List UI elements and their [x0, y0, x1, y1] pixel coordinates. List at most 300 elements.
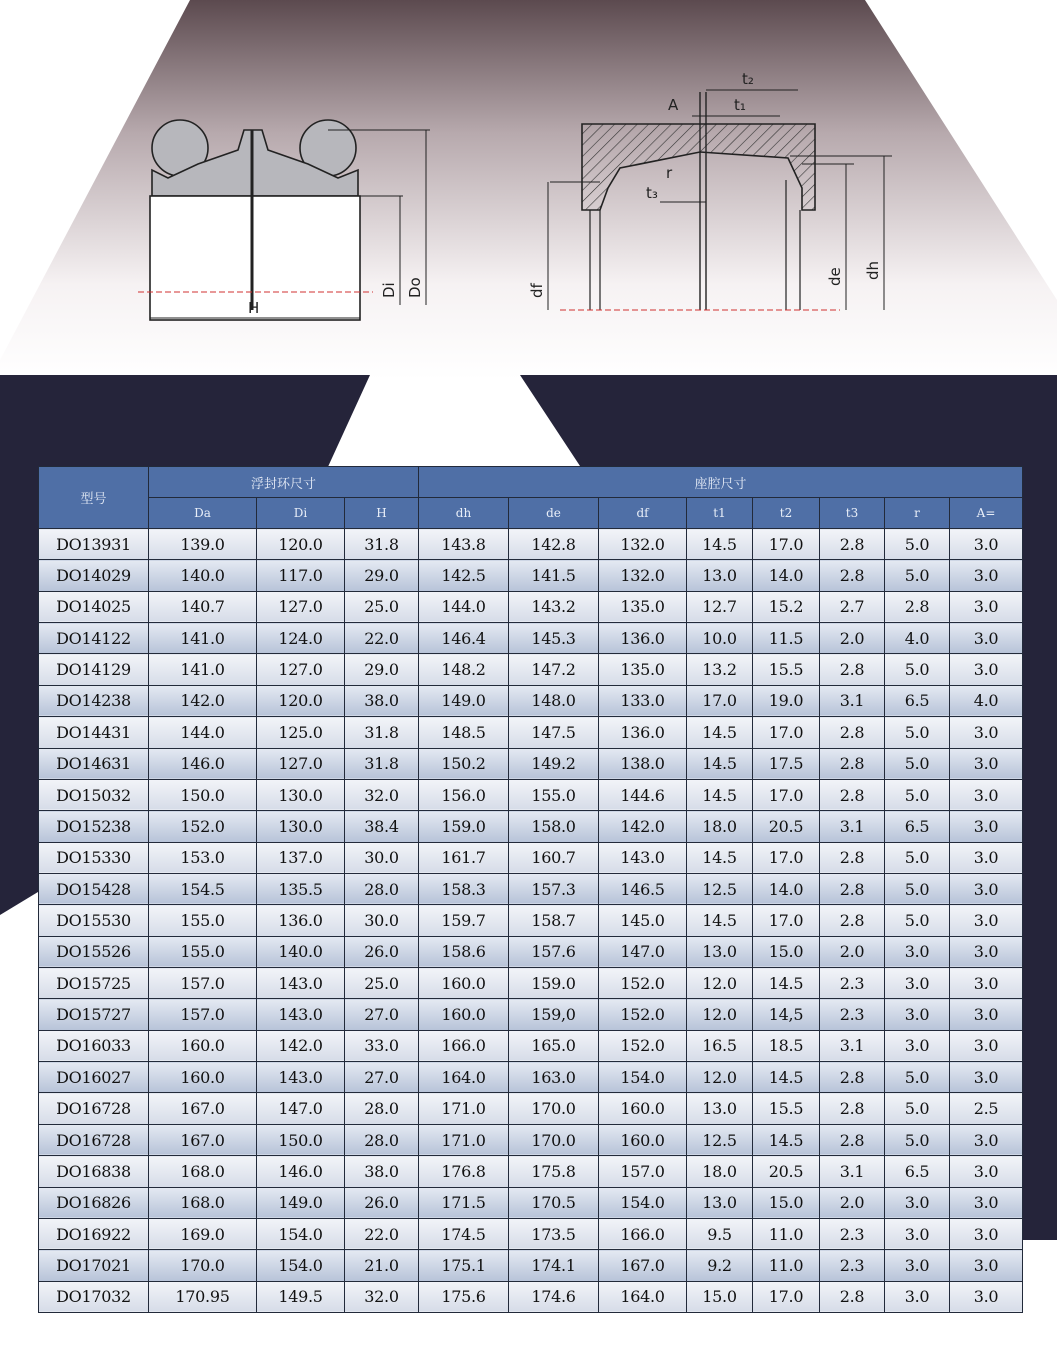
- value-cell: 135.5: [257, 873, 345, 904]
- model-cell: DO17021: [39, 1250, 149, 1281]
- value-cell: 174.1: [509, 1250, 599, 1281]
- model-cell: DO14025: [39, 591, 149, 622]
- value-cell: 175.6: [419, 1281, 509, 1312]
- value-cell: 155.0: [149, 936, 257, 967]
- value-cell: 3.1: [820, 1030, 885, 1061]
- value-cell: 3.1: [820, 1156, 885, 1187]
- table-row: [39, 1187, 1023, 1218]
- value-cell: 10.0: [687, 623, 753, 654]
- value-cell: 142.0: [257, 1030, 345, 1061]
- value-cell: 175.8: [509, 1156, 599, 1187]
- value-cell: 142.5: [419, 560, 509, 591]
- value-cell: 173.5: [509, 1218, 599, 1249]
- value-cell: 2.0: [820, 1187, 885, 1218]
- value-cell: 30.0: [345, 905, 419, 936]
- value-cell: 28.0: [345, 873, 419, 904]
- value-cell: 11.0: [753, 1250, 820, 1281]
- value-cell: 148.5: [419, 717, 509, 748]
- seal-cross-section-drawing: [128, 100, 458, 330]
- value-cell: 3.0: [950, 591, 1023, 622]
- value-cell: 27.0: [345, 1062, 419, 1093]
- value-cell: 157.3: [509, 873, 599, 904]
- value-cell: 14.5: [687, 717, 753, 748]
- table-row: [39, 1281, 1023, 1312]
- value-cell: 160.7: [509, 842, 599, 873]
- value-cell: 3.0: [885, 1218, 950, 1249]
- value-cell: 158.7: [509, 905, 599, 936]
- value-cell: 141.5: [509, 560, 599, 591]
- value-cell: 2.8: [820, 529, 885, 560]
- label-t1: t₁: [734, 96, 746, 114]
- table-row: [39, 1093, 1023, 1124]
- value-cell: 31.8: [345, 529, 419, 560]
- value-cell: 136.0: [599, 623, 687, 654]
- value-cell: 13.2: [687, 654, 753, 685]
- value-cell: 3.0: [950, 654, 1023, 685]
- label-do: Do: [406, 277, 424, 298]
- value-cell: 3.0: [950, 717, 1023, 748]
- label-dh: dh: [864, 260, 882, 280]
- value-cell: 33.0: [345, 1030, 419, 1061]
- value-cell: 148.2: [419, 654, 509, 685]
- value-cell: 6.5: [885, 685, 950, 716]
- model-cell: DO16826: [39, 1187, 149, 1218]
- value-cell: 21.0: [345, 1250, 419, 1281]
- value-cell: 17.0: [753, 905, 820, 936]
- value-cell: 165.0: [509, 1030, 599, 1061]
- value-cell: 127.0: [257, 748, 345, 779]
- value-cell: 11.5: [753, 623, 820, 654]
- table-row: [39, 905, 1023, 936]
- value-cell: 170.0: [509, 1124, 599, 1155]
- value-cell: 137.0: [257, 842, 345, 873]
- value-cell: 152.0: [599, 968, 687, 999]
- value-cell: 130.0: [257, 811, 345, 842]
- column-header: t2: [753, 498, 820, 529]
- value-cell: 154.0: [599, 1062, 687, 1093]
- value-cell: 26.0: [345, 1187, 419, 1218]
- value-cell: 12.0: [687, 1062, 753, 1093]
- value-cell: 152.0: [149, 811, 257, 842]
- model-cell: DO15530: [39, 905, 149, 936]
- value-cell: 2.8: [820, 1124, 885, 1155]
- value-cell: 146.0: [257, 1156, 345, 1187]
- value-cell: 15.0: [753, 936, 820, 967]
- value-cell: 175.1: [419, 1250, 509, 1281]
- value-cell: 9.5: [687, 1218, 753, 1249]
- value-cell: 5.0: [885, 1124, 950, 1155]
- value-cell: 171.0: [419, 1124, 509, 1155]
- model-cell: DO16922: [39, 1218, 149, 1249]
- value-cell: 154.0: [257, 1250, 345, 1281]
- value-cell: 3.0: [950, 968, 1023, 999]
- value-cell: 160.0: [599, 1093, 687, 1124]
- value-cell: 32.0: [345, 1281, 419, 1312]
- value-cell: 2.3: [820, 1250, 885, 1281]
- value-cell: 29.0: [345, 654, 419, 685]
- value-cell: 140.0: [257, 936, 345, 967]
- value-cell: 3.0: [950, 560, 1023, 591]
- value-cell: 14.5: [687, 779, 753, 810]
- groove-dimensions-header: 座腔尺寸: [419, 467, 1023, 498]
- value-cell: 3.0: [950, 811, 1023, 842]
- value-cell: 15.5: [753, 1093, 820, 1124]
- value-cell: 154.0: [257, 1218, 345, 1249]
- value-cell: 14,5: [753, 999, 820, 1030]
- value-cell: 3.0: [950, 1281, 1023, 1312]
- table-row: [39, 779, 1023, 810]
- table-row: [39, 936, 1023, 967]
- value-cell: 5.0: [885, 905, 950, 936]
- value-cell: 136.0: [599, 717, 687, 748]
- model-cell: DO13931: [39, 529, 149, 560]
- value-cell: 31.8: [345, 748, 419, 779]
- value-cell: 2.8: [820, 873, 885, 904]
- groove-cross-section-drawing: [520, 60, 920, 330]
- value-cell: 155.0: [149, 905, 257, 936]
- value-cell: 154.0: [599, 1187, 687, 1218]
- value-cell: 13.0: [687, 936, 753, 967]
- seal-dimensions-header: 浮封环尺寸: [149, 467, 419, 498]
- value-cell: 135.0: [599, 654, 687, 685]
- value-cell: 3.0: [950, 748, 1023, 779]
- column-header: de: [509, 498, 599, 529]
- value-cell: 144.0: [419, 591, 509, 622]
- value-cell: 3.0: [950, 999, 1023, 1030]
- value-cell: 3.0: [885, 1250, 950, 1281]
- value-cell: 5.0: [885, 1062, 950, 1093]
- value-cell: 143.0: [257, 999, 345, 1030]
- value-cell: 14.5: [687, 748, 753, 779]
- value-cell: 142.8: [509, 529, 599, 560]
- value-cell: 3.0: [950, 1250, 1023, 1281]
- value-cell: 2.8: [820, 1062, 885, 1093]
- value-cell: 164.0: [419, 1062, 509, 1093]
- value-cell: 5.0: [885, 529, 950, 560]
- table-row: [39, 717, 1023, 748]
- value-cell: 170.0: [509, 1093, 599, 1124]
- value-cell: 14.5: [687, 842, 753, 873]
- value-cell: 153.0: [149, 842, 257, 873]
- table-row: [39, 623, 1023, 654]
- value-cell: 3.0: [950, 529, 1023, 560]
- value-cell: 28.0: [345, 1093, 419, 1124]
- value-cell: 17.0: [753, 529, 820, 560]
- value-cell: 3.0: [950, 1218, 1023, 1249]
- value-cell: 170.95: [149, 1281, 257, 1312]
- value-cell: 17.0: [753, 779, 820, 810]
- value-cell: 159,0: [509, 999, 599, 1030]
- value-cell: 138.0: [599, 748, 687, 779]
- value-cell: 18.0: [687, 1156, 753, 1187]
- value-cell: 3.1: [820, 685, 885, 716]
- value-cell: 132.0: [599, 560, 687, 591]
- value-cell: 31.8: [345, 717, 419, 748]
- value-cell: 28.0: [345, 1124, 419, 1155]
- value-cell: 2.8: [820, 1281, 885, 1312]
- label-df: df: [528, 283, 546, 298]
- value-cell: 12.5: [687, 873, 753, 904]
- value-cell: 3.0: [950, 779, 1023, 810]
- value-cell: 163.0: [509, 1062, 599, 1093]
- value-cell: 26.0: [345, 936, 419, 967]
- value-cell: 14.5: [753, 1124, 820, 1155]
- value-cell: 32.0: [345, 779, 419, 810]
- value-cell: 3.0: [950, 842, 1023, 873]
- value-cell: 2.8: [820, 717, 885, 748]
- value-cell: 5.0: [885, 873, 950, 904]
- value-cell: 166.0: [419, 1030, 509, 1061]
- value-cell: 2.3: [820, 968, 885, 999]
- value-cell: 2.7: [820, 591, 885, 622]
- label-t3: t₃: [646, 184, 658, 202]
- value-cell: 133.0: [599, 685, 687, 716]
- value-cell: 12.0: [687, 999, 753, 1030]
- value-cell: 130.0: [257, 779, 345, 810]
- value-cell: 9.2: [687, 1250, 753, 1281]
- value-cell: 15.0: [753, 1187, 820, 1218]
- value-cell: 158.3: [419, 873, 509, 904]
- column-header: Di: [257, 498, 345, 529]
- table-row: [39, 1156, 1023, 1187]
- value-cell: 17.0: [753, 717, 820, 748]
- value-cell: 150.2: [419, 748, 509, 779]
- value-cell: 159.0: [509, 968, 599, 999]
- model-cell: DO16033: [39, 1030, 149, 1061]
- model-cell: DO15727: [39, 999, 149, 1030]
- value-cell: 14.0: [753, 560, 820, 591]
- model-cell: DO14122: [39, 623, 149, 654]
- table-row: [39, 1218, 1023, 1249]
- value-cell: 3.0: [950, 1030, 1023, 1061]
- table-row: [39, 999, 1023, 1030]
- model-cell: DO15032: [39, 779, 149, 810]
- value-cell: 3.0: [950, 905, 1023, 936]
- value-cell: 168.0: [149, 1187, 257, 1218]
- value-cell: 2.8: [820, 1093, 885, 1124]
- table-row: [39, 591, 1023, 622]
- model-cell: DO14238: [39, 685, 149, 716]
- value-cell: 2.3: [820, 1218, 885, 1249]
- value-cell: 160.0: [599, 1124, 687, 1155]
- label-de: de: [826, 267, 844, 286]
- value-cell: 3.0: [885, 1281, 950, 1312]
- value-cell: 17.0: [687, 685, 753, 716]
- label-t2: t₂: [742, 70, 754, 88]
- value-cell: 143.0: [257, 1062, 345, 1093]
- value-cell: 156.0: [419, 779, 509, 810]
- value-cell: 143.0: [257, 968, 345, 999]
- value-cell: 158.0: [509, 811, 599, 842]
- value-cell: 15.0: [687, 1281, 753, 1312]
- table-row: [39, 811, 1023, 842]
- value-cell: 169.0: [149, 1218, 257, 1249]
- value-cell: 17.5: [753, 748, 820, 779]
- column-header: H: [345, 498, 419, 529]
- value-cell: 15.2: [753, 591, 820, 622]
- model-cell: DO17032: [39, 1281, 149, 1312]
- value-cell: 3.0: [950, 623, 1023, 654]
- value-cell: 160.0: [419, 968, 509, 999]
- table-row: [39, 1062, 1023, 1093]
- model-header: 型号: [39, 467, 149, 529]
- model-cell: DO16728: [39, 1124, 149, 1155]
- value-cell: 3.1: [820, 811, 885, 842]
- value-cell: 147.0: [257, 1093, 345, 1124]
- dimension-table: [38, 466, 1023, 1313]
- table-row: [39, 842, 1023, 873]
- value-cell: 170.0: [149, 1250, 257, 1281]
- value-cell: 174.6: [509, 1281, 599, 1312]
- value-cell: 164.0: [599, 1281, 687, 1312]
- value-cell: 5.0: [885, 717, 950, 748]
- value-cell: 150.0: [257, 1124, 345, 1155]
- value-cell: 125.0: [257, 717, 345, 748]
- dimension-table-container: [38, 466, 1022, 1313]
- value-cell: 3.0: [950, 936, 1023, 967]
- value-cell: 20.5: [753, 811, 820, 842]
- value-cell: 167.0: [149, 1124, 257, 1155]
- model-cell: DO16838: [39, 1156, 149, 1187]
- value-cell: 139.0: [149, 529, 257, 560]
- value-cell: 4.0: [950, 685, 1023, 716]
- value-cell: 142.0: [599, 811, 687, 842]
- value-cell: 2.0: [820, 936, 885, 967]
- value-cell: 149.2: [509, 748, 599, 779]
- value-cell: 14.5: [687, 529, 753, 560]
- value-cell: 2.3: [820, 999, 885, 1030]
- value-cell: 150.0: [149, 779, 257, 810]
- value-cell: 155.0: [509, 779, 599, 810]
- value-cell: 124.0: [257, 623, 345, 654]
- value-cell: 12.7: [687, 591, 753, 622]
- value-cell: 2.8: [820, 560, 885, 591]
- column-header: df: [599, 498, 687, 529]
- value-cell: 3.0: [950, 1124, 1023, 1155]
- value-cell: 3.0: [950, 1187, 1023, 1218]
- value-cell: 14.5: [753, 1062, 820, 1093]
- value-cell: 141.0: [149, 623, 257, 654]
- label-di: Di: [380, 282, 398, 298]
- value-cell: 159.7: [419, 905, 509, 936]
- table-row: [39, 748, 1023, 779]
- value-cell: 6.5: [885, 811, 950, 842]
- value-cell: 174.5: [419, 1218, 509, 1249]
- value-cell: 147.0: [599, 936, 687, 967]
- value-cell: 3.0: [950, 1062, 1023, 1093]
- value-cell: 5.0: [885, 1093, 950, 1124]
- value-cell: 12.0: [687, 968, 753, 999]
- value-cell: 149.5: [257, 1281, 345, 1312]
- value-cell: 167.0: [149, 1093, 257, 1124]
- value-cell: 38.4: [345, 811, 419, 842]
- value-cell: 176.8: [419, 1156, 509, 1187]
- value-cell: 152.0: [599, 999, 687, 1030]
- value-cell: 146.4: [419, 623, 509, 654]
- value-cell: 143.8: [419, 529, 509, 560]
- value-cell: 132.0: [599, 529, 687, 560]
- table-row: [39, 654, 1023, 685]
- value-cell: 2.8: [820, 905, 885, 936]
- value-cell: 170.5: [509, 1187, 599, 1218]
- value-cell: 146.5: [599, 873, 687, 904]
- value-cell: 117.0: [257, 560, 345, 591]
- value-cell: 14.0: [753, 873, 820, 904]
- value-cell: 29.0: [345, 560, 419, 591]
- value-cell: 2.0: [820, 623, 885, 654]
- value-cell: 2.8: [820, 779, 885, 810]
- value-cell: 22.0: [345, 623, 419, 654]
- table-row: [39, 1030, 1023, 1061]
- value-cell: 168.0: [149, 1156, 257, 1187]
- value-cell: 144.6: [599, 779, 687, 810]
- value-cell: 2.8: [820, 842, 885, 873]
- value-cell: 120.0: [257, 529, 345, 560]
- value-cell: 160.0: [419, 999, 509, 1030]
- value-cell: 30.0: [345, 842, 419, 873]
- model-cell: DO14029: [39, 560, 149, 591]
- value-cell: 143.2: [509, 591, 599, 622]
- value-cell: 3.0: [885, 999, 950, 1030]
- value-cell: 5.0: [885, 779, 950, 810]
- value-cell: 158.6: [419, 936, 509, 967]
- value-cell: 147.2: [509, 654, 599, 685]
- value-cell: 12.5: [687, 1124, 753, 1155]
- value-cell: 120.0: [257, 685, 345, 716]
- value-cell: 149.0: [419, 685, 509, 716]
- value-cell: 18.0: [687, 811, 753, 842]
- value-cell: 167.0: [599, 1250, 687, 1281]
- value-cell: 2.5: [950, 1093, 1023, 1124]
- column-header: Da: [149, 498, 257, 529]
- value-cell: 16.5: [687, 1030, 753, 1061]
- model-cell: DO15238: [39, 811, 149, 842]
- value-cell: 140.0: [149, 560, 257, 591]
- value-cell: 140.7: [149, 591, 257, 622]
- table-row: [39, 1124, 1023, 1155]
- value-cell: 135.0: [599, 591, 687, 622]
- value-cell: 22.0: [345, 1218, 419, 1249]
- model-cell: DO14631: [39, 748, 149, 779]
- value-cell: 3.0: [885, 1030, 950, 1061]
- value-cell: 3.0: [950, 873, 1023, 904]
- value-cell: 14.5: [687, 905, 753, 936]
- value-cell: 160.0: [149, 1030, 257, 1061]
- value-cell: 5.0: [885, 654, 950, 685]
- model-cell: DO15725: [39, 968, 149, 999]
- value-cell: 157.6: [509, 936, 599, 967]
- column-header: A=: [950, 498, 1023, 529]
- value-cell: 25.0: [345, 968, 419, 999]
- column-header: t3: [820, 498, 885, 529]
- table-row: [39, 560, 1023, 591]
- value-cell: 5.0: [885, 748, 950, 779]
- value-cell: 13.0: [687, 1187, 753, 1218]
- model-cell: DO15330: [39, 842, 149, 873]
- value-cell: 11.0: [753, 1218, 820, 1249]
- value-cell: 141.0: [149, 654, 257, 685]
- table-row: [39, 1250, 1023, 1281]
- value-cell: 27.0: [345, 999, 419, 1030]
- value-cell: 142.0: [149, 685, 257, 716]
- value-cell: 157.0: [149, 968, 257, 999]
- value-cell: 166.0: [599, 1218, 687, 1249]
- label-h: H: [248, 299, 260, 317]
- value-cell: 160.0: [149, 1062, 257, 1093]
- table-row: [39, 685, 1023, 716]
- value-cell: 2.8: [820, 654, 885, 685]
- value-cell: 171.5: [419, 1187, 509, 1218]
